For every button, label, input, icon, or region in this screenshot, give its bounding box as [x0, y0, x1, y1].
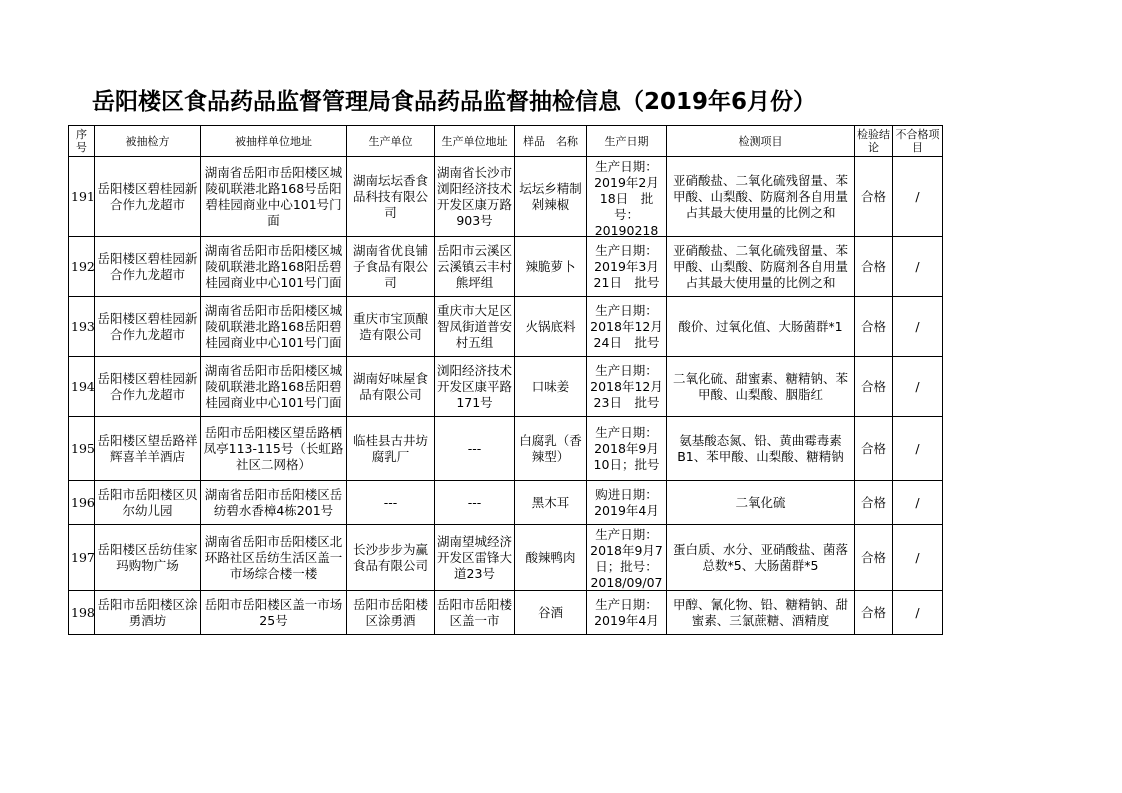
header-cell: 检验结论 — [855, 126, 893, 157]
cell-test-items: 二氧化硫、甜蜜素、糖精钠、苯甲酸、山梨酸、胭脂红 — [667, 357, 855, 417]
cell-inspected-party: 岳阳楼区碧桂园新合作九龙超市 — [95, 237, 201, 297]
cell-manufacturer-address: 岳阳市岳阳楼区盖一市 — [435, 591, 515, 635]
cell-production-date: 生产日期：2018年12月23日 批号 — [587, 357, 667, 417]
cell-sampled-address: 湖南省岳阳市岳阳楼区城陵矶联港北路168阳岳碧桂园商业中心101号门面 — [201, 237, 347, 297]
cell-sampled-address: 湖南省岳阳市岳阳楼区城陵矶联港北路168号岳阳碧桂园商业中心101号门面 — [201, 157, 347, 237]
cell-serial-number: 198 — [69, 591, 95, 635]
cell-manufacturer: --- — [347, 481, 435, 525]
cell-failed-items: / — [893, 591, 943, 635]
cell-failed-items: / — [893, 157, 943, 237]
table-row — [69, 297, 943, 357]
cell-test-items: 酸价、过氧化值、大肠菌群*1 — [667, 297, 855, 357]
cell-manufacturer-address: 湖南望城经济开发区雷锋大道23号 — [435, 525, 515, 591]
cell-inspected-party: 岳阳市岳阳楼区贝尔幼儿园 — [95, 481, 201, 525]
cell-serial-number: 193 — [69, 297, 95, 357]
cell-test-items: 甲醇、氰化物、铅、糖精钠、甜蜜素、三氯蔗糖、酒精度 — [667, 591, 855, 635]
cell-failed-items: / — [893, 237, 943, 297]
cell-manufacturer-address: 重庆市大足区智凤街道普安村五组 — [435, 297, 515, 357]
cell-manufacturer-address: 湖南省长沙市浏阳经济技术开发区康万路903号 — [435, 157, 515, 237]
cell-inspected-party: 岳阳楼区碧桂园新合作九龙超市 — [95, 357, 201, 417]
cell-inspected-party: 岳阳楼区岳纺佳家玛购物广场 — [95, 525, 201, 591]
cell-manufacturer: 长沙步步为赢食品有限公司 — [347, 525, 435, 591]
cell-sampled-address: 湖南省岳阳市岳阳楼区城陵矶联港北路168岳阳碧桂园商业中心101号门面 — [201, 297, 347, 357]
cell-serial-number: 191 — [69, 157, 95, 237]
header-cell: 不合格项目 — [893, 126, 943, 157]
table-row — [69, 417, 943, 481]
cell-manufacturer: 湖南坛坛香食品科技有限公司 — [347, 157, 435, 237]
header-cell: 样品 名称 — [515, 126, 587, 157]
cell-test-items: 二氧化硫 — [667, 481, 855, 525]
cell-manufacturer: 湖南好味屋食品有限公司 — [347, 357, 435, 417]
cell-test-result: 合格 — [855, 157, 893, 237]
cell-failed-items: / — [893, 417, 943, 481]
cell-manufacturer: 岳阳市岳阳楼区涂勇酒 — [347, 591, 435, 635]
cell-test-result: 合格 — [855, 525, 893, 591]
cell-inspected-party: 岳阳楼区碧桂园新合作九龙超市 — [95, 297, 201, 357]
cell-production-date: 生产日期：2018年12月24日 批号 — [587, 297, 667, 357]
table-row — [69, 591, 943, 635]
cell-manufacturer-address: --- — [435, 481, 515, 525]
cell-sample-name: 酸辣鸭肉 — [515, 525, 587, 591]
cell-sample-name: 火锅底料 — [515, 297, 587, 357]
cell-failed-items: / — [893, 481, 943, 525]
cell-sample-name: 谷酒 — [515, 591, 587, 635]
cell-sampled-address: 湖南省岳阳市岳阳楼区城陵矶联港北路168岳阳碧桂园商业中心101号门面 — [201, 357, 347, 417]
cell-manufacturer-address: 岳阳市云溪区云溪镇云丰村熊坪组 — [435, 237, 515, 297]
cell-serial-number: 195 — [69, 417, 95, 481]
cell-production-date: 生产日期：2019年2月18日 批号：20190218 — [587, 157, 667, 237]
cell-failed-items: / — [893, 297, 943, 357]
header-cell: 被抽检方 — [95, 126, 201, 157]
header-cell: 检测项目 — [667, 126, 855, 157]
header-cell: 序号 — [69, 126, 95, 157]
table-row — [69, 357, 943, 417]
cell-test-items: 蛋白质、水分、亚硝酸盐、菌落总数*5、大肠菌群*5 — [667, 525, 855, 591]
cell-production-date: 购进日期：2019年4月 — [587, 481, 667, 525]
cell-test-items: 氨基酸态氮、铅、黄曲霉毒素B1、苯甲酸、山梨酸、糖精钠 — [667, 417, 855, 481]
cell-serial-number: 194 — [69, 357, 95, 417]
cell-sampled-address: 湖南省岳阳市岳阳楼区岳纺碧水香樟4栋201号 — [201, 481, 347, 525]
cell-sample-name: 辣脆萝卜 — [515, 237, 587, 297]
cell-test-items: 亚硝酸盐、二氧化硫残留量、苯甲酸、山梨酸、防腐剂各自用量占其最大使用量的比例之和 — [667, 157, 855, 237]
cell-serial-number: 196 — [69, 481, 95, 525]
cell-manufacturer-address: --- — [435, 417, 515, 481]
table-row — [69, 157, 943, 237]
cell-sample-name: 白腐乳（香辣型） — [515, 417, 587, 481]
cell-manufacturer-address: 浏阳经济技术开发区康平路171号 — [435, 357, 515, 417]
cell-manufacturer: 湖南省优良铺子食品有限公司 — [347, 237, 435, 297]
cell-test-result: 合格 — [855, 357, 893, 417]
cell-inspected-party: 岳阳市岳阳楼区涂勇酒坊 — [95, 591, 201, 635]
cell-test-result: 合格 — [855, 481, 893, 525]
table-row — [69, 525, 943, 591]
cell-failed-items: / — [893, 525, 943, 591]
header-cell: 生产日期 — [587, 126, 667, 157]
cell-production-date: 生产日期：2019年4月 — [587, 591, 667, 635]
cell-serial-number: 192 — [69, 237, 95, 297]
inspection-table — [68, 125, 943, 635]
cell-sample-name: 口味姜 — [515, 357, 587, 417]
cell-failed-items: / — [893, 357, 943, 417]
cell-test-result: 合格 — [855, 591, 893, 635]
cell-manufacturer: 重庆市宝顶酿造有限公司 — [347, 297, 435, 357]
page-title: 岳阳楼区食品药品监督管理局食品药品监督抽检信息（2019年6月份） — [92, 89, 817, 115]
cell-sampled-address: 岳阳市岳阳楼区盖一市场25号 — [201, 591, 347, 635]
cell-sampled-address: 岳阳市岳阳楼区望岳路栖凤亭113-115号（长虹路社区二网格） — [201, 417, 347, 481]
cell-production-date: 生产日期：2018年9月7日；批号：2018/09/07 — [587, 525, 667, 591]
cell-test-result: 合格 — [855, 237, 893, 297]
cell-inspected-party: 岳阳楼区碧桂园新合作九龙超市 — [95, 157, 201, 237]
cell-inspected-party: 岳阳楼区望岳路祥辉喜羊羊酒店 — [95, 417, 201, 481]
cell-sample-name: 黑木耳 — [515, 481, 587, 525]
table-row — [69, 237, 943, 297]
header-cell: 生产单位 — [347, 126, 435, 157]
cell-serial-number: 197 — [69, 525, 95, 591]
header-cell: 生产单位地址 — [435, 126, 515, 157]
cell-test-result: 合格 — [855, 297, 893, 357]
cell-test-result: 合格 — [855, 417, 893, 481]
cell-manufacturer: 临桂县古井坊腐乳厂 — [347, 417, 435, 481]
table-row — [69, 481, 943, 525]
cell-production-date: 生产日期：2019年3月21日 批号 — [587, 237, 667, 297]
table-header-row — [69, 126, 943, 157]
cell-sampled-address: 湖南省岳阳市岳阳楼区北环路社区岳纺生活区盖一市场综合楼一楼 — [201, 525, 347, 591]
cell-test-items: 亚硝酸盐、二氧化硫残留量、苯甲酸、山梨酸、防腐剂各自用量占其最大使用量的比例之和 — [667, 237, 855, 297]
cell-sample-name: 坛坛乡精制剁辣椒 — [515, 157, 587, 237]
cell-production-date: 生产日期：2018年9月10日；批号 — [587, 417, 667, 481]
header-cell: 被抽样单位地址 — [201, 126, 347, 157]
